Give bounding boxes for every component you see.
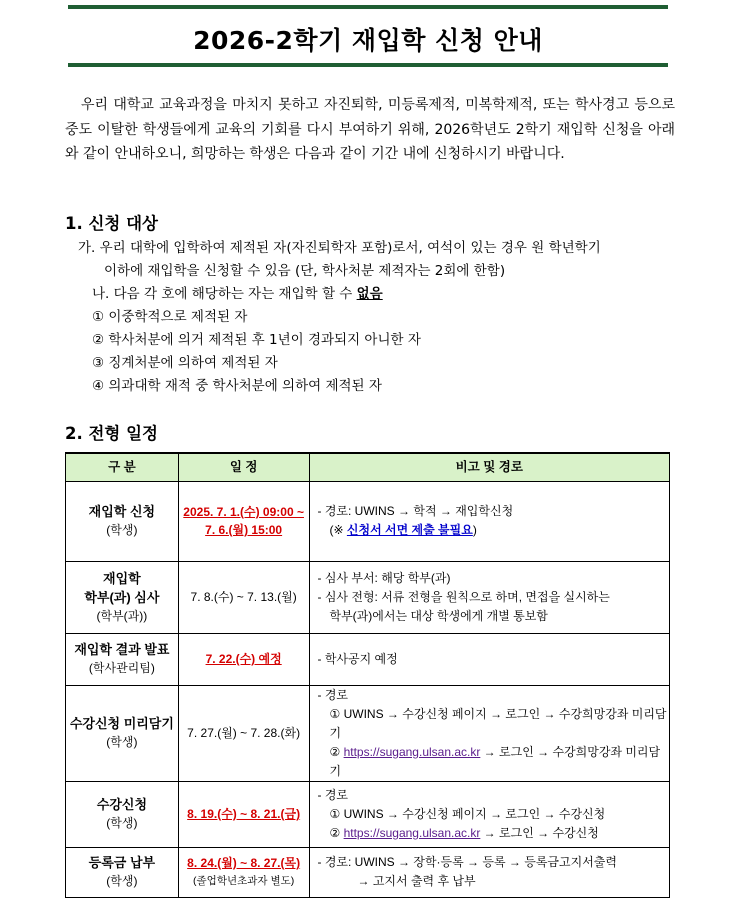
note-prefix: ② (329, 825, 344, 840)
note-line: - 경로: UWINS → 학적 → 재입학신청 (317, 504, 514, 518)
note-line: - 심사 부서: 해당 학부(과) (317, 570, 451, 585)
title-block (68, 5, 668, 67)
note-line (318, 824, 670, 843)
sugang-link[interactable]: https://sugang.ulsan.ac.kr (343, 825, 481, 840)
note-line: - 경로 (317, 687, 349, 702)
schedule-table (65, 452, 670, 898)
page-title: 2026-2학기 재입학 신청 안내 (193, 26, 543, 55)
table-row (66, 633, 670, 685)
note-line: - 심사 전형: 서류 전형을 원칙으로 하며, 면접을 실시하는 (317, 589, 610, 604)
eligibility-item-ga-cont: 이하에 재입학을 신청할 수 있음 (단, 학사처분 제적자는 2회에 한함) (104, 263, 506, 279)
row-category (66, 633, 179, 685)
exclusion-item: ③ 징계처분에 의하여 제적된 자 (92, 355, 278, 371)
eligibility-item-na (92, 284, 383, 304)
row-sub: (학생) (106, 874, 138, 888)
date-end: 7. 6.(월) 15:00 (205, 523, 283, 537)
row-notes (309, 481, 670, 561)
row-name: 재입학 (103, 570, 141, 586)
row-name: 수강신청 (96, 797, 147, 812)
table-row (66, 781, 670, 847)
note-line: ① UWINS → 수강신청 페이지 → 로그인 → 수강희망강좌 미리담기 (329, 706, 667, 740)
section1-heading: 1. 신청 대상 (65, 214, 158, 233)
eligibility-item-na-text: 나. 다음 각 호에 해당하는 자는 재입학 할 수 (92, 286, 357, 302)
note-prefix: (※ (329, 523, 347, 537)
date-sub: (졸업학년초과자 별도) (193, 875, 295, 887)
header-category: 구 분 (66, 453, 179, 481)
table-row (66, 561, 670, 633)
table-row (66, 847, 670, 897)
row-notes (309, 781, 670, 847)
note-line: 학부(과)에서는 대상 학생에게 개별 통보함 (329, 608, 548, 623)
row-notes: - 학사공지 예정 (309, 633, 670, 685)
row-sub: (학사관리팀) (88, 661, 155, 675)
row-sub: (학부(과)) (96, 608, 148, 623)
row-notes (309, 847, 670, 897)
row-category (66, 781, 179, 847)
note-suffix: ) (472, 523, 477, 537)
table-row (66, 481, 670, 561)
row-notes (309, 685, 670, 781)
exclusion-item: ④ 의과대학 재적 중 학사처분에 의하여 제적된 자 (92, 378, 382, 394)
row-date: 7. 27.(월) ~ 7. 28.(화) (178, 685, 309, 781)
row-name: 등록금 납부 (88, 855, 156, 870)
note-line: → 고지서 출력 후 납부 (357, 874, 476, 888)
header-notes: 비고 및 경로 (309, 453, 670, 481)
note-line: ① UWINS → 수강신청 페이지 → 로그인 → 수강신청 (329, 806, 606, 821)
row-category (66, 685, 179, 781)
row-sub: (학생) (106, 523, 138, 537)
row-name: 수강신청 미리담기 (69, 716, 174, 731)
row-name: 학부(과) 심사 (84, 589, 160, 605)
header-schedule: 일 정 (178, 453, 309, 481)
section2-heading: 2. 전형 일정 (65, 424, 158, 443)
date-text: 8. 19.(수) ~ 8. 21.(금) (187, 807, 301, 821)
row-date (178, 633, 309, 685)
eligibility-item-na-emph: 없음 (356, 286, 383, 302)
intro-paragraph: 우리 대학교 교육과정을 마치지 못하고 자진퇴학, 미등록제적, 미복학제적, 또는 학사경고 등으로 중도 이탈한 학생들에게 교육의 기회를 다시 부여하기 위해, 2026학년도 2학기 재입학 신청을 아래와 같이 안내하오니, 희망하는 학생은 다음과 같이 기간 내에 신청하시기 바랍니다. (65, 97, 675, 162)
row-sub: (학생) (106, 735, 138, 749)
note-suffix: → 로그인 → 수강신청 (480, 825, 599, 840)
sugang-link[interactable]: https://sugang.ulsan.ac.kr (343, 744, 481, 759)
note-line: - 경로 (317, 787, 349, 802)
row-notes (309, 561, 670, 633)
exclusion-item: ② 학사처분에 의거 제적된 후 1년이 경과되지 아니한 자 (92, 332, 421, 348)
row-category (66, 561, 179, 633)
note-line (318, 743, 670, 781)
row-name: 재입학 신청 (88, 504, 156, 519)
note-emph: 신청서 서면 제출 불필요 (346, 523, 473, 537)
date-text: 7. 22.(수) 예정 (205, 652, 282, 666)
row-category (66, 847, 179, 897)
row-name: 재입학 결과 발표 (74, 642, 170, 657)
table-row (66, 685, 670, 781)
table-header-row (66, 453, 670, 481)
row-date (178, 847, 309, 897)
row-date: 7. 8.(수) ~ 7. 13.(월) (178, 561, 309, 633)
row-date (178, 781, 309, 847)
row-sub: (학생) (106, 816, 138, 830)
date-text: 8. 24.(월) ~ 8. 27.(목) (187, 856, 301, 870)
date-start: 2025. 7. 1.(수) 09:00 ~ (183, 505, 304, 519)
note-prefix: ② (329, 744, 344, 759)
note-line: - 경로: UWINS → 장학·등록 → 등록 → 등록금고지서출력 (317, 855, 617, 869)
eligibility-item-ga: 가. 우리 대학에 입학하여 제적된 자(자진퇴학자 포함)로서, 여석이 있는 경우 원 학년학기 (78, 240, 601, 256)
note-suffix: → 로그인 → 수강희망강좌 미리담기 (329, 744, 661, 778)
exclusion-item: ① 이중학적으로 제적된 자 (92, 309, 248, 325)
row-category (66, 481, 179, 561)
note-line (318, 521, 670, 540)
row-date (178, 481, 309, 561)
title-rule-bottom (68, 63, 668, 67)
